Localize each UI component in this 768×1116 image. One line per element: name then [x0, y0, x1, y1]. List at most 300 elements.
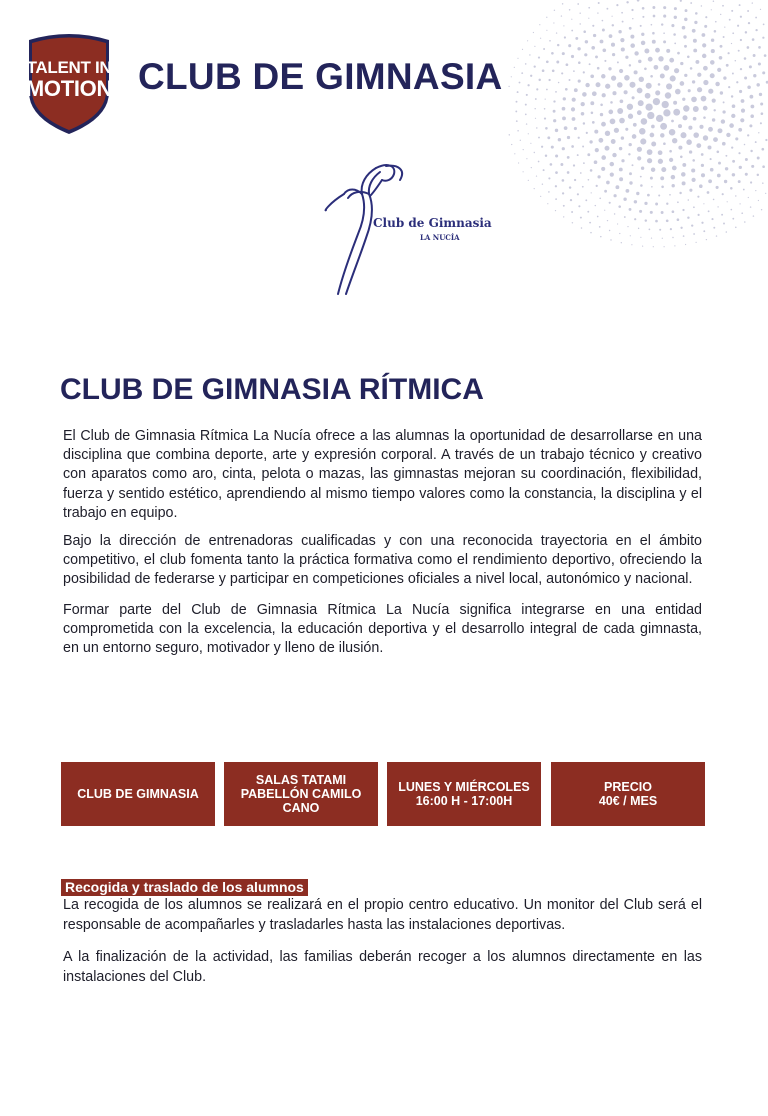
decorative-dot	[726, 231, 728, 233]
decorative-dot	[571, 30, 573, 32]
decorative-dot	[549, 40, 551, 42]
decorative-dot	[687, 56, 690, 59]
decorative-dot	[650, 211, 653, 214]
decorative-dot	[606, 8, 608, 10]
decorative-dot	[728, 86, 730, 88]
decorative-dot	[673, 109, 680, 116]
decorative-dot	[654, 65, 659, 70]
decorative-dot	[572, 117, 576, 121]
decorative-dot	[703, 106, 708, 111]
decorative-dot	[594, 160, 598, 164]
decorative-dot	[640, 184, 643, 187]
decorative-dot	[751, 105, 755, 109]
decorative-dot	[738, 152, 740, 154]
decorative-dot	[661, 167, 666, 172]
decorative-dot	[581, 227, 583, 229]
description-paragraph-3: Formar parte del Club de Gimnasia Rítmica La Nucía significa integrarse en una entidad comprometida con la excelencia, la educación deportiva y el desarrollo integral de cada gimnasta, en un entorno seguro, motivador y lleno de ilusión.	[63, 602, 702, 657]
decorative-dot	[693, 132, 699, 138]
decorative-dot	[715, 82, 719, 86]
decorative-dot	[629, 208, 632, 211]
decorative-dot	[699, 184, 703, 188]
decorative-dot	[740, 16, 742, 18]
decorative-dot	[731, 95, 733, 97]
decorative-dot	[692, 80, 695, 83]
decorative-dot	[701, 96, 707, 102]
decorative-dot	[716, 186, 719, 189]
decorative-dot	[661, 23, 663, 25]
decorative-dot	[538, 161, 540, 163]
decorative-dot	[764, 54, 767, 57]
decorative-dot	[744, 144, 746, 146]
decorative-dot	[632, 18, 633, 19]
decorative-dot	[658, 83, 661, 86]
decorative-dot	[747, 134, 749, 136]
decorative-dot	[528, 133, 529, 134]
decorative-dot	[622, 21, 624, 23]
decorative-dot	[606, 181, 610, 185]
decorative-dot	[623, 197, 626, 200]
decorative-dot	[691, 168, 695, 172]
decorative-dot	[692, 29, 696, 33]
decorative-dot	[602, 20, 604, 22]
decorative-dot	[602, 93, 606, 97]
decorative-dot	[593, 34, 596, 37]
decorative-dot	[539, 24, 540, 25]
decorative-dot	[735, 227, 737, 229]
decorative-dot	[732, 104, 736, 108]
decorative-dot	[696, 242, 697, 243]
decorative-dot	[691, 224, 693, 226]
decorative-dot	[536, 88, 538, 90]
decorative-dot	[597, 175, 600, 178]
decorative-dot	[545, 154, 547, 156]
decorative-dot	[541, 146, 543, 148]
decorative-dot	[591, 112, 594, 115]
decorative-dot	[682, 26, 686, 30]
decorative-dot	[558, 82, 560, 84]
decorative-dot	[571, 145, 574, 148]
club-logo-name: Club de Gimnasia	[373, 216, 492, 230]
decorative-dot	[665, 92, 671, 98]
decorative-dot	[652, 6, 655, 9]
decorative-dot	[765, 139, 767, 141]
decorative-dot	[637, 147, 642, 152]
decorative-dot	[703, 230, 705, 232]
decorative-dot	[629, 181, 632, 184]
decorative-dot	[614, 194, 617, 197]
decorative-dot	[526, 94, 528, 96]
pickup-section-label: Recogida y traslado de los alumnos	[61, 879, 308, 896]
decorative-dot	[647, 112, 654, 119]
decorative-dot	[638, 228, 639, 229]
decorative-dot	[527, 40, 528, 41]
decorative-dot	[702, 54, 706, 58]
decorative-dot	[638, 60, 641, 63]
decorative-dot	[626, 1, 628, 3]
decorative-dot	[672, 210, 675, 213]
decorative-dot	[671, 120, 674, 123]
decorative-dot	[672, 138, 677, 143]
decorative-dot	[653, 15, 656, 18]
decorative-dot	[556, 32, 557, 33]
decorative-dot	[688, 126, 692, 130]
decorative-dot	[713, 137, 718, 142]
decorative-dot	[592, 91, 597, 96]
decorative-dot	[612, 91, 616, 95]
decorative-dot	[710, 168, 714, 172]
decorative-dot	[517, 130, 519, 132]
decorative-dot	[658, 194, 660, 196]
decorative-dot	[545, 98, 546, 99]
decorative-dot	[672, 184, 675, 187]
decorative-dot	[761, 148, 764, 151]
decorative-dot	[641, 118, 648, 125]
decorative-dot	[687, 216, 689, 218]
decorative-dot	[547, 203, 548, 204]
decorative-dot	[634, 51, 638, 55]
decorative-dot	[597, 67, 600, 70]
info-box-location-line1: SALAS TATAMI	[255, 773, 347, 787]
decorative-dot	[629, 27, 632, 30]
decorative-dot	[624, 90, 628, 94]
decorative-dot	[550, 163, 553, 166]
decorative-dot	[726, 133, 730, 137]
decorative-dot	[732, 73, 734, 75]
decorative-dot	[563, 97, 566, 100]
decorative-dot	[573, 164, 575, 166]
decorative-dot	[672, 237, 673, 238]
decorative-dot	[677, 52, 680, 55]
decorative-dot	[577, 193, 579, 195]
decorative-dot	[544, 118, 546, 120]
decorative-dot	[574, 179, 576, 181]
decorative-dot	[612, 24, 614, 26]
decorative-dot	[605, 146, 610, 151]
decorative-dot	[534, 152, 535, 153]
decorative-dot	[762, 71, 765, 74]
decorative-dot	[600, 104, 603, 107]
decorative-dot	[556, 61, 559, 64]
decorative-dot	[553, 22, 554, 23]
decorative-dot	[680, 81, 685, 86]
decorative-dot	[610, 239, 611, 240]
decorative-dot	[703, 66, 708, 71]
decorative-dot	[612, 153, 616, 157]
decorative-dot	[592, 121, 595, 124]
decorative-dot	[586, 132, 588, 134]
decorative-dot	[747, 46, 750, 49]
decorative-dot	[693, 39, 697, 43]
decorative-dot	[688, 199, 690, 201]
decorative-dot	[651, 125, 655, 129]
decorative-dot	[564, 36, 566, 38]
decorative-dot	[651, 238, 652, 239]
decorative-dot	[544, 108, 546, 110]
decorative-dot	[639, 210, 642, 213]
decorative-dot	[760, 9, 761, 10]
decorative-dot	[671, 175, 676, 180]
decorative-dot	[758, 200, 759, 201]
decorative-dot	[678, 146, 682, 150]
decorative-dot	[614, 213, 615, 214]
decorative-dot	[631, 244, 632, 245]
decorative-dot	[572, 222, 573, 223]
decorative-dot	[521, 72, 523, 74]
decorative-dot	[567, 136, 570, 139]
decorative-dot	[601, 167, 605, 171]
decorative-dot	[569, 79, 571, 81]
decorative-dot	[511, 76, 512, 77]
decorative-dot	[538, 79, 540, 81]
decorative-dot	[566, 63, 569, 66]
decorative-dot	[598, 2, 600, 4]
decorative-dot	[683, 35, 686, 38]
decorative-dot	[632, 134, 637, 139]
decorative-dot	[697, 73, 701, 77]
decorative-dot	[619, 147, 622, 150]
decorative-dot	[525, 63, 527, 65]
decorative-dot	[605, 84, 610, 89]
decorative-dot	[577, 154, 579, 156]
decorative-dot	[723, 76, 726, 79]
decorative-dot	[536, 176, 537, 177]
decorative-dot	[647, 194, 650, 197]
decorative-dot	[627, 104, 633, 110]
decorative-dot	[644, 49, 649, 54]
decorative-dot	[637, 156, 641, 160]
decorative-dot	[744, 77, 747, 80]
info-box-schedule	[387, 762, 541, 826]
decorative-dot	[602, 29, 605, 32]
decorative-dot	[680, 0, 682, 2]
decorative-dot-pattern	[508, 0, 768, 300]
decorative-dot	[753, 54, 756, 57]
decorative-dot	[739, 90, 742, 93]
decorative-dot	[585, 83, 589, 87]
decorative-dot	[710, 158, 712, 160]
decorative-dot	[701, 5, 702, 6]
decorative-dot	[658, 56, 663, 61]
decorative-dot	[722, 193, 724, 195]
decorative-dot	[604, 60, 606, 62]
decorative-dot	[715, 21, 717, 23]
decorative-dot	[612, 53, 615, 56]
decorative-dot	[708, 146, 712, 150]
decorative-dot	[604, 190, 607, 193]
decorative-dot	[590, 169, 593, 172]
decorative-dot	[649, 229, 651, 231]
decorative-dot	[578, 137, 580, 139]
decorative-dot	[641, 33, 644, 36]
decorative-dot	[620, 38, 624, 42]
decorative-dot	[669, 150, 672, 153]
decorative-dot	[597, 12, 598, 13]
decorative-dot	[748, 197, 749, 198]
decorative-dot	[596, 82, 601, 87]
decorative-dot	[731, 146, 733, 148]
decorative-dot	[572, 98, 576, 102]
decorative-dot	[589, 63, 591, 65]
decorative-dot	[744, 57, 747, 60]
decorative-dot	[755, 29, 757, 31]
decorative-dot	[568, 44, 571, 47]
decorative-dot	[690, 67, 693, 70]
decorative-dot	[708, 89, 713, 94]
decorative-dot	[629, 143, 632, 146]
decorative-dot	[640, 176, 642, 178]
decorative-dot	[677, 218, 680, 221]
decorative-dot	[619, 233, 620, 234]
decorative-dot	[595, 55, 598, 58]
decorative-dot	[732, 32, 734, 34]
decorative-dot	[509, 134, 510, 135]
decorative-dot	[693, 106, 699, 112]
decorative-dot	[588, 18, 589, 19]
decorative-dot	[674, 43, 676, 45]
decorative-dot	[690, 2, 692, 4]
decorative-dot	[755, 141, 757, 143]
decorative-dot	[703, 80, 708, 85]
decorative-dot	[684, 18, 687, 21]
decorative-dot	[552, 69, 555, 72]
decorative-dot	[760, 102, 763, 105]
decorative-dot	[647, 158, 652, 163]
decorative-dot	[691, 97, 697, 103]
decorative-dot	[682, 115, 687, 120]
decorative-dot	[666, 203, 668, 205]
decorative-dot	[652, 32, 655, 35]
decorative-dot	[732, 173, 735, 176]
decorative-dot	[739, 166, 742, 169]
badge-line-1: TALENT IN	[26, 58, 112, 77]
shield-badge-text	[25, 58, 113, 100]
decorative-dot	[634, 200, 637, 203]
decorative-dot	[591, 192, 592, 193]
decorative-dot	[583, 71, 585, 73]
pickup-paragraph-2: A la finalización de la actividad, las familias deberán recoger a los alumnos directamente en las instalaciones del Club.	[63, 949, 702, 985]
decorative-dot	[745, 158, 748, 161]
decorative-dot	[637, 110, 642, 115]
decorative-dot	[609, 34, 613, 38]
decorative-dot	[595, 148, 599, 152]
decorative-dot	[571, 19, 572, 20]
decorative-dot	[553, 110, 556, 113]
decorative-dot	[683, 105, 689, 111]
decorative-dot	[641, 167, 644, 170]
decorative-dot	[634, 70, 638, 74]
decorative-dot	[680, 227, 682, 229]
decorative-dot	[516, 120, 518, 122]
decorative-dot	[757, 174, 759, 176]
decorative-dot	[538, 57, 540, 59]
decorative-dot	[765, 193, 766, 194]
decorative-dot	[590, 101, 594, 105]
decorative-dot	[577, 47, 580, 50]
decorative-dot	[711, 38, 714, 41]
decorative-dot	[632, 96, 635, 99]
decorative-dot	[608, 67, 611, 70]
decorative-dot	[735, 195, 736, 196]
decorative-dot	[740, 118, 744, 122]
decorative-dot	[736, 81, 738, 83]
decorative-dot	[722, 5, 724, 7]
decorative-dot	[750, 181, 752, 183]
decorative-dot	[605, 131, 610, 136]
decorative-dot	[735, 60, 736, 61]
decorative-dot	[595, 205, 596, 206]
decorative-dot	[633, 123, 637, 127]
decorative-dot	[529, 54, 530, 55]
decorative-dot	[723, 101, 725, 103]
decorative-dot	[669, 129, 676, 136]
decorative-dot	[621, 242, 622, 243]
decorative-dot	[680, 156, 683, 159]
decorative-dot	[753, 74, 756, 77]
decorative-dot	[728, 52, 730, 54]
decorative-dot	[543, 169, 545, 171]
info-box-price-line2: 40€ / MES	[598, 794, 658, 808]
decorative-dot	[724, 26, 725, 27]
decorative-dot	[655, 203, 658, 206]
decorative-dot	[571, 55, 574, 58]
decorative-dot	[518, 162, 519, 163]
decorative-dot	[575, 37, 578, 40]
decorative-dot	[645, 93, 651, 99]
pickup-paragraph-1: La recogida de los alumnos se realizará en el propio centro educativo. Un monitor del Club será el responsable de acompañarles y trasladarles hasta las instalaciones deportivas.	[63, 897, 702, 933]
decorative-dot	[740, 39, 742, 41]
decorative-dot	[739, 203, 740, 204]
decorative-dot	[625, 128, 628, 131]
decorative-dot	[744, 221, 746, 223]
decorative-dot	[655, 48, 660, 53]
decorative-dot	[651, 167, 655, 171]
decorative-dot	[546, 17, 547, 18]
decorative-dot	[704, 25, 707, 28]
decorative-dot	[683, 235, 685, 237]
decorative-dot	[692, 159, 695, 162]
decorative-dot	[548, 79, 550, 81]
decorative-dot	[762, 165, 765, 168]
decorative-dot	[562, 147, 565, 150]
decorative-dot	[705, 16, 707, 18]
decorative-dot	[619, 69, 623, 73]
decorative-dot	[543, 48, 545, 50]
decorative-dot	[562, 3, 563, 4]
decorative-dot	[611, 16, 612, 17]
decorative-dot	[574, 88, 578, 92]
decorative-dot	[547, 136, 550, 139]
decorative-dot	[567, 156, 570, 159]
decorative-dot	[748, 22, 750, 24]
decorative-dot	[619, 118, 625, 124]
decorative-dot	[724, 180, 727, 183]
decorative-dot	[584, 53, 587, 56]
decorative-dot	[617, 108, 623, 114]
decorative-dot	[761, 112, 764, 115]
decorative-dot	[678, 124, 682, 128]
decorative-dot	[693, 49, 697, 53]
decorative-dot	[607, 220, 608, 221]
decorative-dot	[634, 218, 636, 220]
decorative-dot	[743, 189, 745, 191]
decorative-dot	[710, 60, 715, 65]
info-box-schedule-line1: LUNES Y MIÉRCOLES	[398, 780, 530, 794]
decorative-dot	[609, 202, 611, 204]
decorative-dot	[642, 7, 645, 10]
decorative-dot	[525, 114, 527, 116]
decorative-dot	[616, 4, 618, 6]
decorative-dot	[551, 52, 554, 55]
